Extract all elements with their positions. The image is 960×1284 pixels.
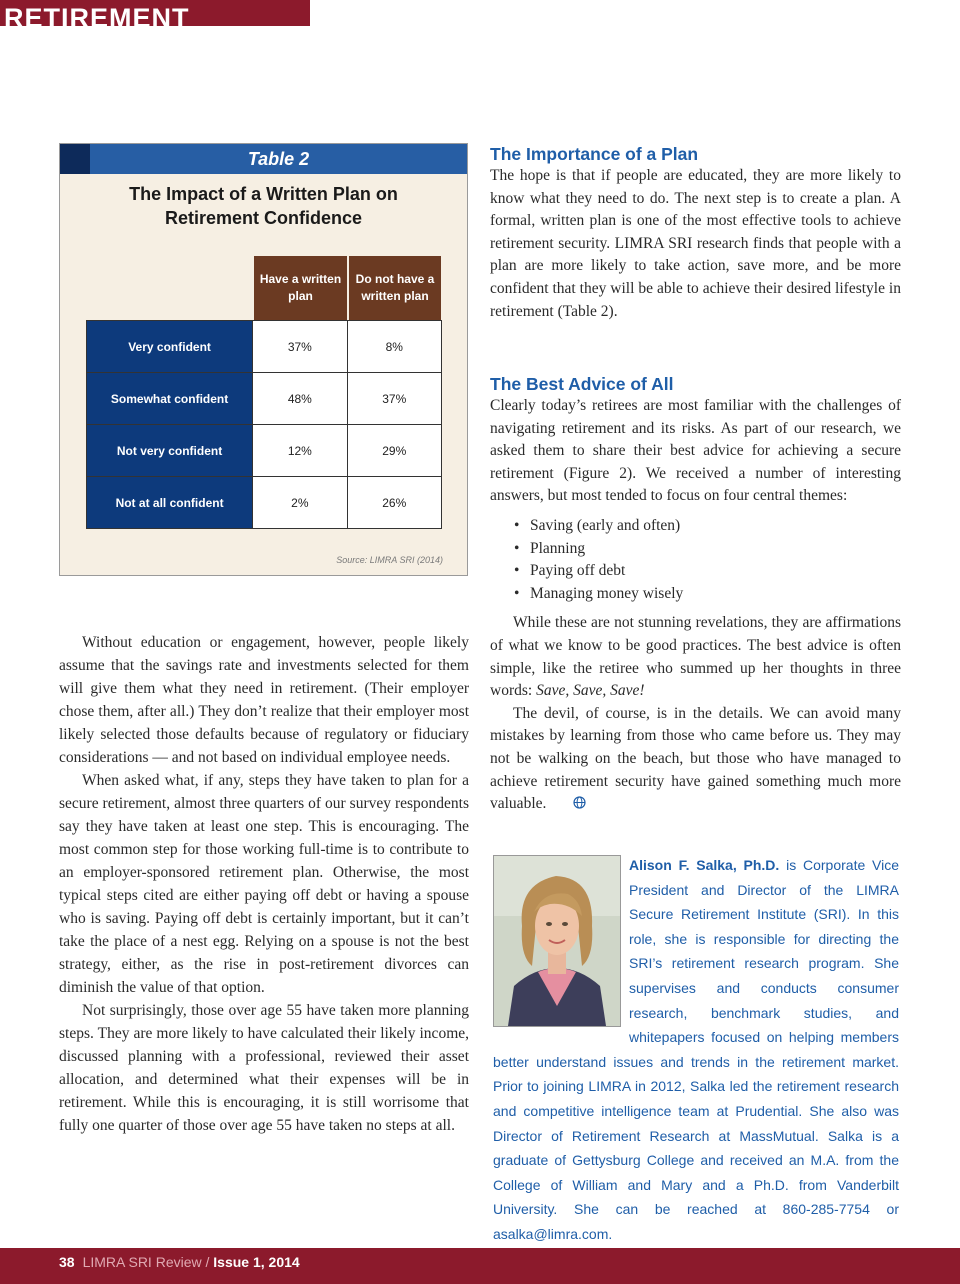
paragraph: Not surprisingly, those over age 55 have taken more planning steps. They are more likely to have calculated their likely income, discussed planning with a professional, reviewed their asset allocation, and determined what their expenses will be in retirement. While this is encouraging, it is still worrisome that fully one quarter of those over age 55 have taken no steps at all. bbox=[59, 1002, 469, 1134]
table-row bbox=[87, 373, 442, 425]
paragraph bbox=[490, 703, 901, 817]
table-source: Source: LIMRA SRI (2014) bbox=[336, 555, 443, 565]
page-footer bbox=[0, 1248, 960, 1284]
paragraph-text: The devil, of course, is in the details. We can avoid many mistakes by learning from those who came before us. They may not be walking on the beach, but those who have managed to achieve retirement security have gained something much more valuable. bbox=[490, 704, 901, 813]
row-label: Very confident bbox=[87, 321, 253, 373]
section-title: RETIREMENT INCOME bbox=[4, 3, 190, 61]
table-cell: 12% bbox=[253, 425, 347, 477]
tab-accent bbox=[60, 144, 90, 174]
paragraph: The hope is that if people are educated, they are more likely to know what they need to do. The next step is to create a plan. A formal, written plan is one of the most effective tools to achieve retirement security. LIMRA SRI research finds that people with a plan are more likely to take action, save more, and be more confident that they will be able to achieve their desired lifestyle in retirement (Table 2). bbox=[490, 167, 901, 320]
list-item-text: Managing money wisely bbox=[530, 584, 684, 602]
author-name: Alison F. Salka, Ph.D. bbox=[629, 857, 780, 873]
column-header-no-plan bbox=[349, 256, 441, 320]
table-cell: 8% bbox=[347, 321, 441, 373]
publication-name: LIMRA SRI Review / bbox=[82, 1254, 214, 1270]
table-cell: 48% bbox=[253, 373, 347, 425]
column-header-text: Have a written plan bbox=[259, 272, 342, 303]
table-row bbox=[87, 321, 442, 373]
author-bio-text: is Corporate Vice President and Director of the LIMRA Secure Retirement Institute (SRI). In this role, she is responsible for directing the SRI’s retirement research program. She supervises and conducts consumer research, benchmark studies, and whitepapers focused on helping members better understand issues and trends in the retirement market. Prior to joining LIMRA in 2012, Salka led the retirement research and competitive intelligence team at Prudential. She also was Director of Retirement Research at MassMutual. Salka is a graduate of Gettysburg College and received an M.A. from the College of William and Mary and a Ph.D. from Vanderbilt University. She can be reached at 860-285-7754 or asalka@limra.com. bbox=[493, 857, 900, 1242]
column-header-have-plan bbox=[254, 256, 347, 320]
heading-best-advice: The Best Advice of All bbox=[490, 374, 674, 394]
author-bio bbox=[493, 853, 899, 1247]
list-item: • Planning bbox=[514, 539, 586, 557]
paragraph: Without education or engagement, however, people likely assume that the savings rate and investments selected for them will give them what they need in retirement. (Their employer chose them, after all.) They don’t realize that their employer most likely selected those defaults because of regulatory or fiduciary considerations — and not based on individual employee needs. bbox=[59, 634, 469, 766]
right-column-middle bbox=[490, 373, 901, 817]
advice-list bbox=[490, 515, 901, 605]
right-column-top bbox=[490, 143, 901, 323]
confidence-table bbox=[86, 320, 442, 529]
page-number: 38 bbox=[59, 1254, 75, 1270]
left-column bbox=[59, 631, 469, 1137]
table-cell: 37% bbox=[347, 373, 441, 425]
heading-importance-of-plan: The Importance of a Plan bbox=[490, 144, 699, 164]
paragraph: Clearly today’s retirees are most familiar with the challenges of navigating retirement and its risks. As part of our research, we asked them to share their best advice for achieving a secure retirement (Figure 2). We received a number of interesting answers, but most tended to focus on four central themes: bbox=[490, 397, 901, 505]
list-item-text: Paying off debt bbox=[530, 562, 626, 580]
globe-icon bbox=[550, 794, 586, 817]
table-cell: 26% bbox=[347, 477, 441, 529]
row-label: Not at all confident bbox=[87, 477, 253, 529]
list-item-text: Saving (early and often) bbox=[530, 516, 681, 534]
table-2-box bbox=[59, 143, 468, 576]
quote-text: Save, Save, Save! bbox=[536, 682, 645, 700]
list-item: • Saving (early and often) bbox=[514, 516, 681, 534]
column-header-text: Do not have a written plan bbox=[355, 272, 435, 303]
paragraph bbox=[490, 612, 901, 702]
table-tab-label: Table 2 bbox=[90, 144, 467, 174]
list-item-text: Planning bbox=[530, 539, 586, 557]
list-item: • Paying off debt bbox=[514, 562, 626, 580]
paragraph-text: While these are not stunning revelations, they are affirmations of what we know to be good practices. The best advice is often simple, like the retiree who summed up her thoughts in three words: bbox=[490, 614, 901, 700]
issue-label: Issue 1, 2014 bbox=[213, 1254, 300, 1270]
paragraph: When asked what, if any, steps they have taken to plan for a secure retirement, almost three quarters of our survey respondents say they have taken at least one step. This is encouraging. The most common step for those working full-time is to contribute to an employer-sponsored retirement plan. Otherwise, the most typical steps cited are either paying off debt or having a spouse who is saving. Paying off debt is certainly important, but it can’t take the place of a nest egg. Relying on a spouse is not the best strategy, either, as the rise in post-retirement divorces can diminish the value of that option. bbox=[59, 772, 469, 996]
list-item: • Managing money wisely bbox=[514, 584, 684, 602]
row-label: Somewhat confident bbox=[87, 373, 253, 425]
row-label: Not very confident bbox=[87, 425, 253, 477]
section-banner bbox=[0, 0, 310, 61]
table-title: The Impact of a Written Plan on Retirement Confidence bbox=[129, 184, 398, 228]
table-cell: 2% bbox=[253, 477, 347, 529]
table-cell: 29% bbox=[347, 425, 441, 477]
table-row bbox=[87, 425, 442, 477]
table-cell: 37% bbox=[253, 321, 347, 373]
table-row bbox=[87, 477, 442, 529]
